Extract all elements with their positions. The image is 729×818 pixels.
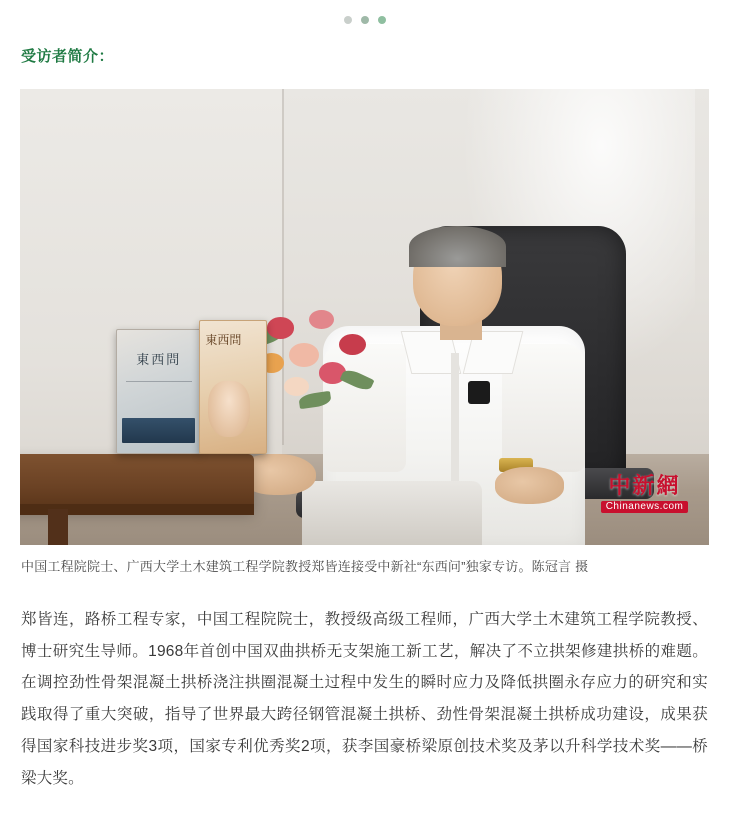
divider-dot-3 [378, 16, 386, 24]
wooden-table-leg [48, 509, 69, 545]
person-hair [409, 226, 505, 267]
book-right-title: 東西問 [205, 332, 242, 347]
section-divider-dots [20, 0, 709, 38]
bouquet-flower [309, 310, 334, 329]
divider-dot-2 [361, 16, 369, 24]
book-left-rule [126, 381, 192, 382]
book-left-band [122, 418, 195, 443]
person-hand-right [495, 467, 564, 503]
book-cover-left [116, 329, 201, 454]
person-trousers [302, 481, 481, 545]
interview-photo [20, 89, 709, 545]
book-cover-right [199, 320, 266, 454]
watermark-cn-text: 中新網 [608, 473, 681, 499]
bouquet-flower [289, 343, 319, 367]
flower-bouquet [254, 308, 378, 427]
bouquet-leaf [340, 367, 375, 394]
section-heading: 受访者简介： [21, 48, 115, 65]
book-right-portrait [208, 381, 250, 437]
lapel-microphone [468, 381, 490, 404]
chinanews-watermark [601, 475, 689, 513]
watermark-en-text: Chinanews.com [601, 501, 689, 513]
interviewee-figure [20, 89, 709, 578]
photo-caption: 中国工程院院士、广西大学土木建筑工程学院教授郑皆连接受中新社“东西问”独家专访。陈冠言 摄 [21, 559, 589, 574]
bouquet-flower [284, 377, 309, 396]
divider-dot-1 [344, 16, 352, 24]
bouquet-flower [267, 317, 294, 338]
interviewee-bio-paragraph: 郑皆连，路桥工程专家，中国工程院院士，教授级高级工程师，广西大学土木建筑工程学院教授、博士研究生导师。1968年首创中国双曲拱桥无支架施工新工艺，解决了不立拱架修建拱桥的难题。在调控劲性骨架混凝土拱桥浇注拱圈混凝土过程中发生的瞬时应力及降低拱圈永存应力的研究和实践取得了重大突破，指导了世界最大跨径钢管混凝土拱桥、劲性骨架混凝土拱桥成功建设，成果获得国家科技进步奖3项，国家专利优秀奖2项，获李国豪桥梁原创技术奖及茅以升科学技术奖——桥梁大奖。 [21, 610, 708, 787]
wooden-table-top [20, 454, 254, 509]
book-left-title: 東西問 [136, 352, 182, 368]
bouquet-flower [339, 334, 366, 355]
